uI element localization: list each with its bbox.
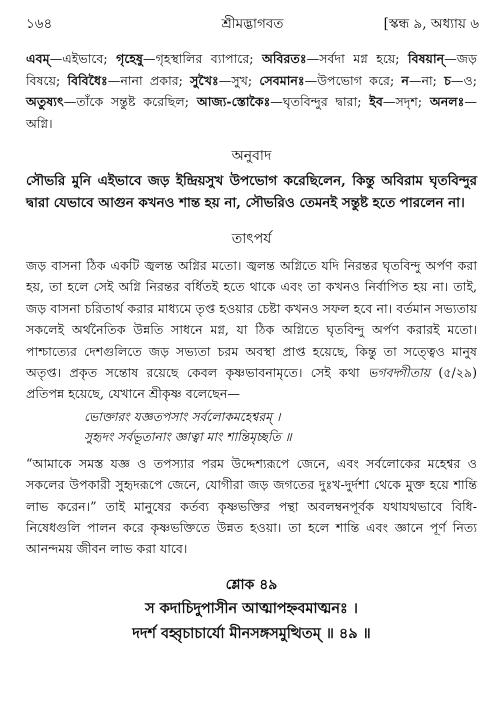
synonym-term: বিষয়ান্ bbox=[407, 51, 445, 66]
translation-text: সৌভরি মুনি এইভাবে জড় ইন্দ্রিয়সুখ উপভোগ করেছিলেন, কিন্তু অবিরাম ঘৃতবিন্দুর দ্বারা যেভাবে আগুন কখনও শান্ত হয় না, সৌভরিও তেমনই সন্তুষ্ট হতে পারলেন না। bbox=[26, 173, 477, 212]
synonym-term: সুখৈঃ bbox=[190, 72, 219, 88]
synonym-meaning: সুখ; bbox=[231, 72, 260, 88]
quote-line: ভোক্তারং যজ্ঞতপসাং সর্বলোকমহেশ্বরম্ । bbox=[84, 408, 281, 424]
purport-paragraph-1 bbox=[26, 255, 477, 405]
synonym-meaning: গৃহস্থালির ব্যাপারে; bbox=[155, 51, 262, 66]
synonym-term: চ bbox=[444, 72, 451, 88]
translation-heading: অনুবাদ bbox=[231, 148, 272, 165]
synonym-meaning: অগ্নি। bbox=[26, 115, 53, 131]
scripture-title: ভগবদ্গীতায় bbox=[368, 365, 431, 380]
synonym-term: আজ্য-স্তোকৈঃ bbox=[196, 94, 271, 110]
verse-number: শ্লোক ৪৯ bbox=[225, 576, 278, 593]
synonym-term: অবিরতঃ bbox=[261, 51, 307, 66]
verse-line: দদর্শ বহ্বৃচাচার্যো মীনসঙ্গসমুত্থিতম্ ॥ ৪৯ ॥ bbox=[132, 624, 371, 642]
synonym-term: গৃহেষু bbox=[116, 51, 143, 66]
synonym-meaning: তাঁকে সন্তুষ্ট করেছিল; bbox=[76, 94, 197, 110]
synonym-meaning: নানা প্রকার; bbox=[120, 72, 191, 88]
synonym-meaning: ও; bbox=[463, 72, 478, 88]
synonym-meaning: ঘৃতবিন্দুর দ্বারা; bbox=[282, 94, 370, 110]
page-number: ১৬৪ bbox=[26, 16, 53, 32]
purport-text-b: (৫/২৯) প্রতিপন্ন হয়েছে, যেখানে শ্রীকৃষ্ণ বলেছেন— bbox=[26, 365, 478, 402]
chapter-reference: [স্কন্ধ ৯, অধ্যায় ৬ bbox=[383, 16, 479, 32]
synonyms-paragraph: এবম্—এইভাবে; গৃহেষু—গৃহস্থালির ব্যাপারে; অবিরতঃ—সর্বদা মগ্ন হয়ে; বিষয়ান্—জড় বিষয়ে; বিবিধৈঃ—নানা প্রকার; সুখৈঃ—সুখ; সেবমানঃ—উপভোগ করে; ন—না; চ—ও; অতুষ্যৎ—তাঁকে সন্তুষ্ট করেছিল; আজ্য-স্তোকৈঃ—ঘৃতবিন্দুর দ্বারা; ইব—সদৃশ; অনলঃ—অগ্নি। bbox=[26, 51, 478, 131]
synonym-meaning: সর্বদা মগ্ন হয়ে; bbox=[319, 51, 408, 66]
synonym-term: বিবিধৈঃ bbox=[67, 72, 108, 88]
page-header bbox=[26, 13, 479, 35]
purport-paragraph-2: “আমাকে সমস্ত যজ্ঞ ও তপস্যার পরম উদ্দেশ্যরূপে জেনে, এবং সর্বলোকের মহেশ্বর ও সকলের উপকারী সুহৃদরূপে জেনে, যোগীরা জড় জগতের দুঃখ-দুর্দশা থেকে মুক্ত হয়ে শান্তি লাভ করেন।” তাই মানুষের কর্তব্য কৃষ্ণভক্তির পন্থা অবলম্বনপূর্বক যথাযথভাবে বিধি-নিষেধগুলি পালন করে কৃষ্ণভক্তিতে উন্নত হওয়া। তা হলে শান্তি এবং জ্ঞানে পূর্ণ নিত্য আনন্দময় জীবন লাভ করা যাবে। bbox=[26, 455, 477, 557]
synonym-term: অনলঃ bbox=[429, 94, 465, 110]
quote-line: সুহৃদং সর্বভূতানাং জ্ঞাত্বা মাং শান্তিমৃচ্ছতি ॥ bbox=[84, 428, 292, 444]
synonym-meaning: জড় বিষয়ে; bbox=[26, 51, 477, 88]
synonym-term: ন bbox=[401, 72, 409, 88]
verse-line: স কদাচিদুপাসীন আত্মাপহ্নবমাত্মনঃ । bbox=[145, 599, 358, 617]
purport-text-a: জড় বাসনা ঠিক একটি জ্বলন্ত অগ্নির মতো। জ্বলন্ত অগ্নিতে যদি নিরন্তর ঘৃতবিন্দু অর্পণ করা হয়, তা হলে সেই অগ্নি নিরন্তর বর্ধিতই হতে থাকে এবং তা কখনও নির্বাপিত হয় না। তাই, জড় বাসনা চরিতার্থ করার মাধ্যমে তৃপ্ত হওয়ার চেষ্টা কখনও সফল হবে না। বর্তমান সভ্যতায় সকলেই অর্থনৈতিক উন্নতি সাধনে মগ্ন, যা ঠিক অগ্নিতে ঘৃতবিন্দু অর্পণ করারই মতো। পাশ্চাত্যের দেশগুলিতে জড় সভ্যতা চরম অবস্থা প্রাপ্ত হয়েছে, কিন্তু তা সত্ত্বেও মানুষ অতৃপ্ত। প্রকৃত সন্তোষ রয়েছে কেবল কৃষ্ণভাবনামৃতে। সেই কথা bbox=[26, 257, 477, 380]
synonym-term: অতুষ্যৎ bbox=[26, 94, 64, 110]
scripture-quote bbox=[26, 407, 477, 447]
synonym-term: এবম্ bbox=[26, 51, 50, 66]
synonym-meaning: না; bbox=[421, 72, 445, 88]
page-content bbox=[26, 48, 477, 646]
synonym-meaning: উপভোগ করে; bbox=[317, 72, 402, 88]
synonym-term: সেবমানঃ bbox=[259, 72, 305, 88]
synonym-meaning: এইভাবে; bbox=[62, 51, 117, 66]
synonym-meaning: সদৃশ; bbox=[395, 94, 430, 110]
book-title: শ্রীমদ্ভাগবত bbox=[221, 16, 284, 32]
synonym-term: ইব bbox=[369, 94, 383, 110]
purport-heading: তাৎপর্য bbox=[231, 230, 272, 247]
